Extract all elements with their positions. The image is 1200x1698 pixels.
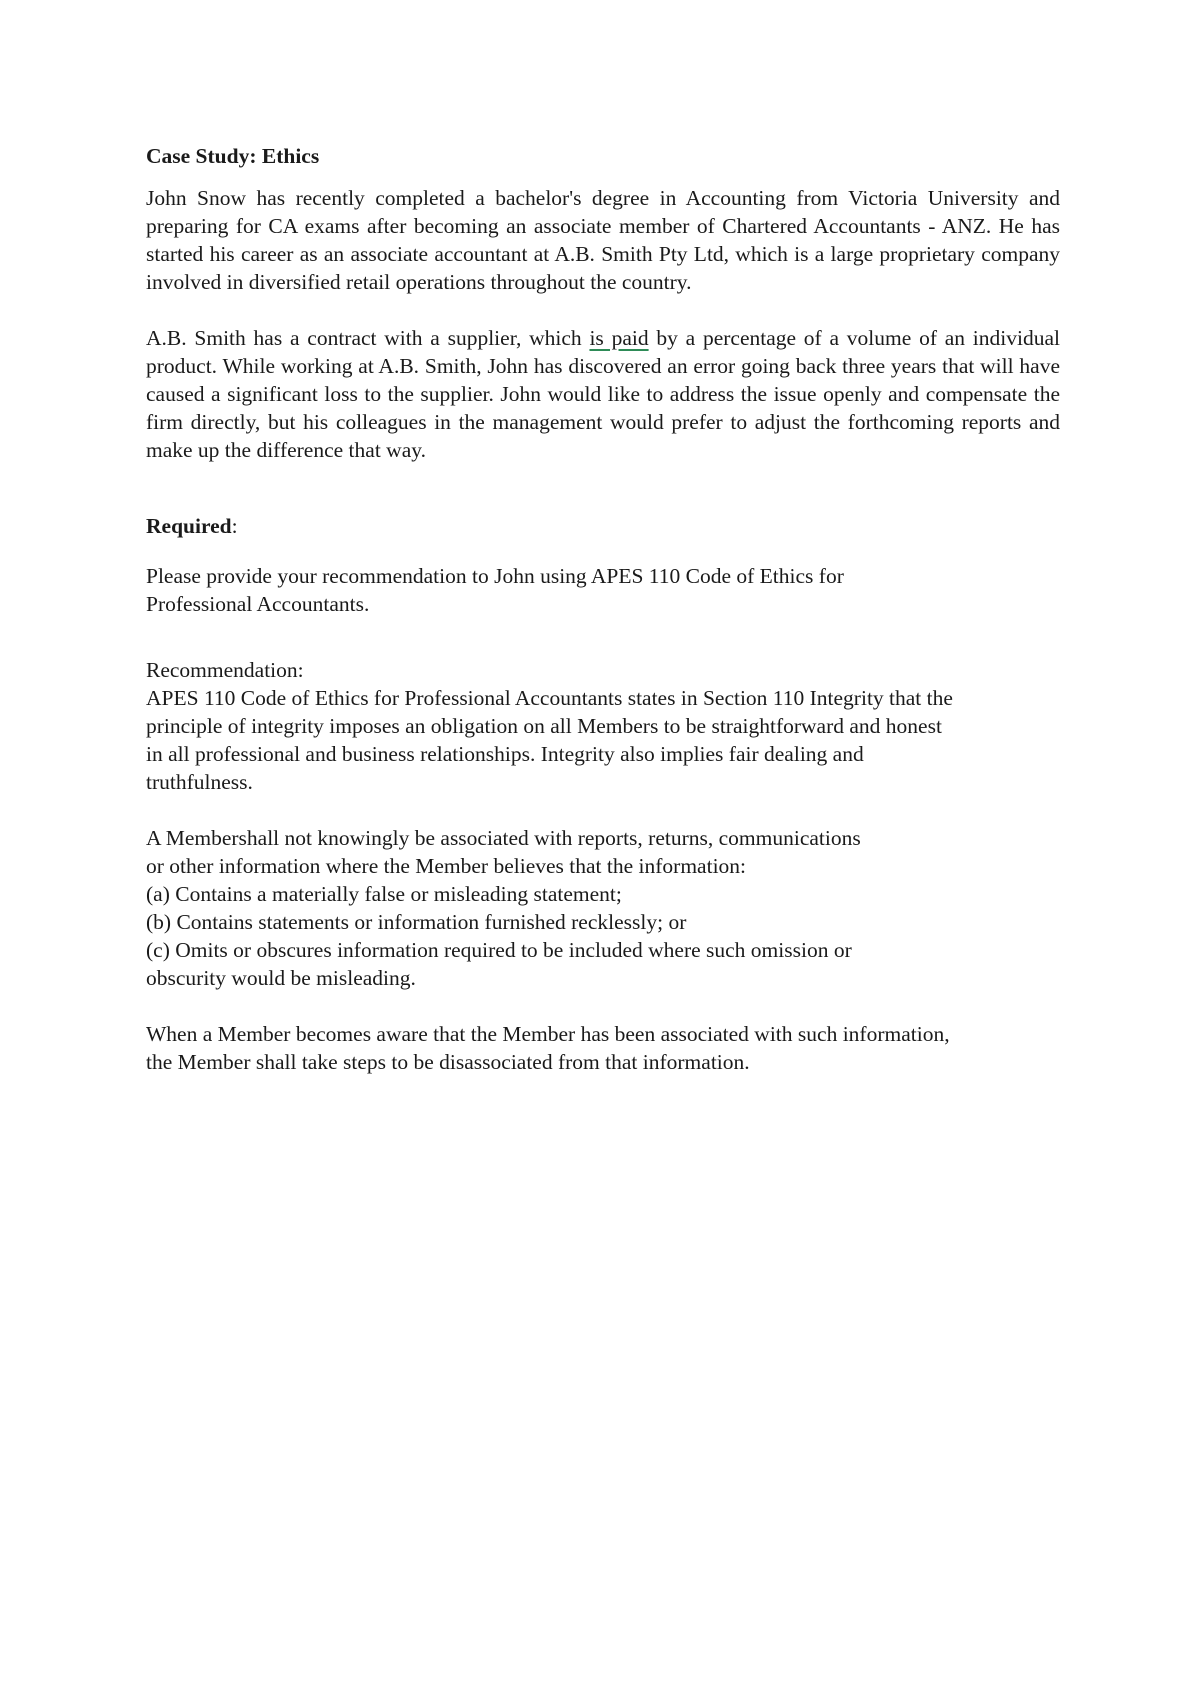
scenario-text-start: A.B. Smith has a contract with a supplier, which — [146, 326, 590, 350]
recommendation-line-3: in all professional and business relationships. Integrity also implies fair dealing and — [146, 742, 864, 766]
document-title: Case Study: Ethics — [146, 144, 320, 168]
recommendation-section — [146, 656, 1060, 796]
list-item-c-line-2: obscurity would be misleading. — [146, 966, 416, 990]
list-item-c-line-1: (c) Omits or obscures information required to be included where such omission or — [146, 938, 852, 962]
recommendation-line-1: APES 110 Code of Ethics for Professional Accountants states in Section 110 Integrity that the — [146, 686, 953, 710]
grammar-suggestion-mark[interactable]: is paid — [589, 326, 649, 350]
scenario-text-end: by a percentage of a volume of an individual product. While working at A.B. Smith, John has discovered an error going back three years that will have caused a significant loss to the supplier. John would like to address the issue openly and compensate the firm directly, but his colleagues in the management would prefer to adjust the forthcoming reports and make up the difference that way. — [146, 326, 1060, 462]
required-label: Required — [146, 514, 232, 538]
closing-line-1: When a Member becomes aware that the Member has been associated with such information, — [146, 1022, 950, 1046]
required-line-1: Please provide your recommendation to John using APES 110 Code of Ethics for — [146, 564, 844, 588]
scenario-paragraph — [146, 324, 1060, 464]
recommendation-label: Recommendation: — [146, 658, 304, 682]
required-line-2: Professional Accountants. — [146, 592, 370, 616]
list-item-b: (b) Contains statements or information furnished recklessly; or — [146, 910, 687, 934]
required-colon: : — [231, 514, 238, 538]
list-item-a: (a) Contains a materially false or misleading statement; — [146, 882, 622, 906]
document-body — [146, 142, 1060, 1104]
member-intro-line-1: A Membershall not knowingly be associated with reports, returns, communications — [146, 826, 861, 850]
intro-paragraph: John Snow has recently completed a bachelor's degree in Accounting from Victoria University and preparing for CA exams after becoming an associate member of Chartered Accountants - ANZ. He has started his career as an associate accountant at A.B. Smith Pty Ltd, which is a large proprietary company involved in diversified retail operations throughout the country. — [146, 186, 1060, 294]
closing-line-2: the Member shall take steps to be disassociated from that information. — [146, 1050, 750, 1074]
required-heading — [146, 512, 1060, 540]
required-instructions — [146, 562, 1060, 618]
member-intro-line-2: or other information where the Member believes that the information: — [146, 854, 747, 878]
closing-paragraph — [146, 1020, 1060, 1076]
recommendation-line-2: principle of integrity imposes an obligation on all Members to be straightforward and honest — [146, 714, 942, 738]
member-obligations — [146, 824, 1060, 992]
recommendation-line-4: truthfulness. — [146, 770, 253, 794]
